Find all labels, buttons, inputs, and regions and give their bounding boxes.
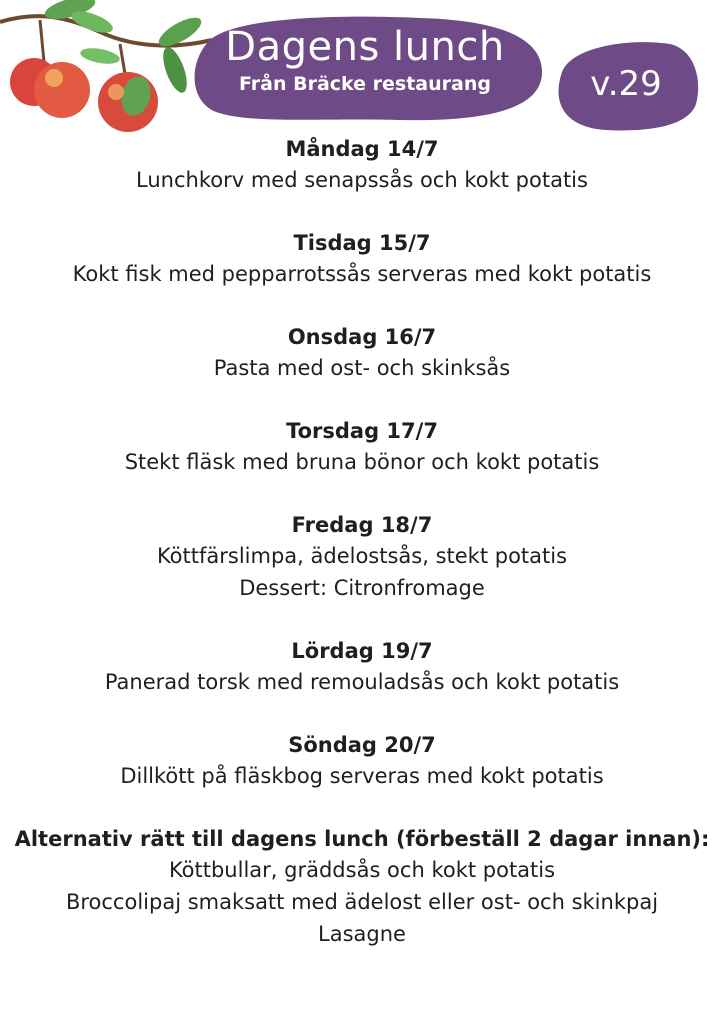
day-heading: Fredag 18/7 <box>291 513 433 537</box>
title-block <box>195 24 535 96</box>
dessert-text: Dessert: Citronfromage <box>239 576 485 600</box>
menu-list <box>0 134 724 950</box>
alternative-item: Broccolipaj smaksatt med ädelost eller ost- och skinkpaj <box>65 890 659 914</box>
day-wednesday <box>0 322 724 384</box>
day-monday <box>0 134 724 196</box>
day-saturday <box>0 636 724 698</box>
dish-text: Lunchkorv med senapssås och kokt potatis <box>136 168 588 192</box>
apple-branch-illustration <box>0 0 220 140</box>
day-friday <box>0 510 724 604</box>
alternative-item: Lasagne <box>318 922 406 946</box>
alternatives-heading: Alternativ rätt till dagens lunch (förbeställ 2 dagar innan): <box>14 827 710 851</box>
day-heading: Lördag 19/7 <box>291 639 433 663</box>
day-heading: Måndag 14/7 <box>285 137 439 161</box>
day-thursday <box>0 416 724 478</box>
dish-text: Panerad torsk med remouladsås och kokt potatis <box>104 670 620 694</box>
week-label: v.29 <box>590 64 662 104</box>
dish-text: Pasta med ost- och skinksås <box>213 356 511 380</box>
alternative-item: Köttbullar, gräddsås och kokt potatis <box>168 858 556 882</box>
day-heading: Tisdag 15/7 <box>293 231 431 255</box>
page-subtitle: Från Bräcke restaurang <box>239 73 491 95</box>
dish-text: Stekt fläsk med bruna bönor och kokt potatis <box>124 450 600 474</box>
alternatives-section <box>0 824 724 950</box>
day-heading: Onsdag 16/7 <box>287 325 437 349</box>
dish-text: Köttfärslimpa, ädelostsås, stekt potatis <box>156 544 568 568</box>
dish-text: Kokt fisk med pepparrotssås serveras med kokt potatis <box>72 262 652 286</box>
day-sunday <box>0 730 724 792</box>
day-tuesday <box>0 228 724 290</box>
page-title: Dagens lunch <box>225 24 505 70</box>
dish-text: Dillkött på fläskbog serveras med kokt potatis <box>120 764 604 788</box>
day-heading: Söndag 20/7 <box>288 733 436 757</box>
day-heading: Torsdag 17/7 <box>286 419 438 443</box>
